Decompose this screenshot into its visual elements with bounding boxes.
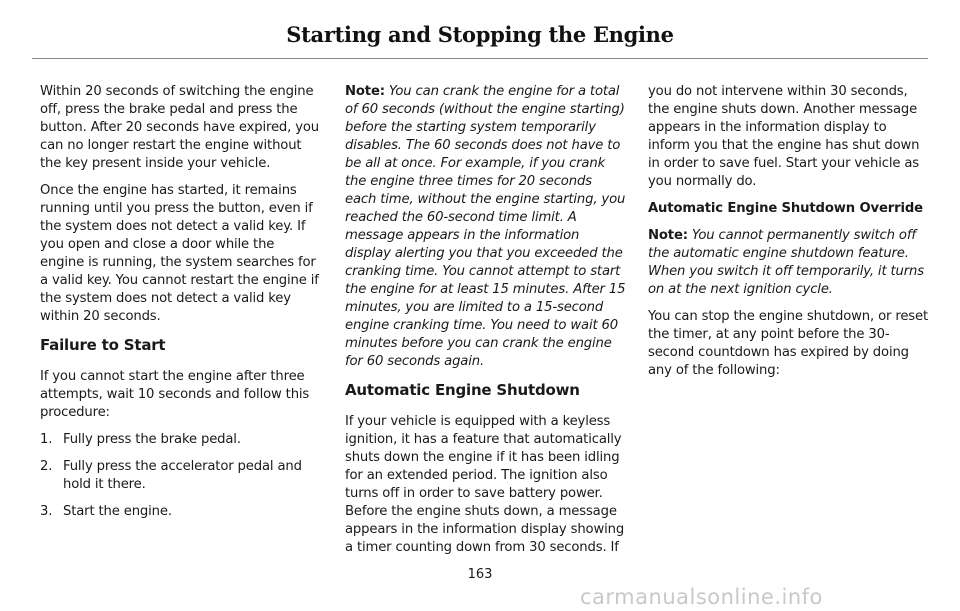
header-divider — [32, 58, 928, 59]
paragraph: you do not intervene within 30 seconds, the engine shuts down. Another message appears in the information display to inform you that the engine has shut down in order to save fuel. Start your vehicle as you normally do. — [648, 84, 920, 189]
paragraph: If you cannot start the engine after three attempts, wait 10 seconds and follow this procedure: — [40, 369, 310, 420]
column-right — [648, 83, 930, 389]
page-title: Starting and Stopping the Engine — [286, 22, 674, 47]
note-label: Note: — [648, 228, 688, 243]
step-text: Fully press the brake pedal. — [63, 432, 241, 447]
paragraph: If your vehicle is equipped with a keyless ignition, it has a feature that automatically shuts down the engine if it has been idling for an extended period. The ignition also turns off in order to save battery power. Before the engine shuts down, a message appears in the information display showing a timer counting down from 30 seconds. If — [345, 414, 625, 555]
step-number: 1. — [40, 432, 53, 447]
watermark: carmanualsonline.info — [580, 585, 823, 609]
step-text: Start the engine. — [63, 504, 172, 519]
procedure-steps — [40, 431, 322, 521]
list-item — [40, 431, 322, 449]
note-text: You can crank the engine for a total of 60 seconds (without the engine starting) before the starting system temporarily disables. The 60 seconds does not have to be all at once. For example, if you crank the engine three times for 20 seconds each time, without the engine starting, you reached the 60-second time limit. A message appears in the information display alerting you that you exceeded the cranking time. You cannot attempt to start the engine for at least 15 minutes. After 15 minutes, you are limited to a 15-second engine cranking time. You need to wait 60 minutes before you can crank the engine for 60 seconds again. — [345, 84, 626, 369]
column-middle — [345, 83, 627, 566]
paragraph: Within 20 seconds of switching the engine off, press the brake pedal and press the button. After 20 seconds have expired, you can no longer restart the engine without the key present inside your vehicle. — [40, 84, 320, 171]
note — [345, 83, 627, 371]
column-left — [40, 83, 322, 530]
section-heading-automatic-engine-shutdown: Automatic Engine Shutdown — [345, 381, 580, 399]
list-item — [40, 458, 322, 494]
note-label: Note: — [345, 84, 385, 99]
subheading-shutdown-override: Automatic Engine Shutdown Override — [648, 201, 923, 216]
step-text: Fully press the accelerator pedal and hold it there. — [63, 459, 302, 492]
step-number: 3. — [40, 504, 53, 519]
paragraph: Once the engine has started, it remains running until you press the button, even if the system does not detect a valid key. If you open and close a door while the engine is running, the system searches for a valid key. You cannot restart the engine if the system does not detect a valid key within 20 seconds. — [40, 183, 319, 324]
page-number: 163 — [467, 567, 493, 582]
section-heading-failure-to-start: Failure to Start — [40, 336, 166, 354]
paragraph: You can stop the engine shutdown, or reset the timer, at any point before the 30-second countdown has expired by doing any of the following: — [648, 309, 928, 378]
list-item — [40, 503, 322, 521]
note — [648, 227, 930, 299]
note-text: You cannot permanently switch off the automatic engine shutdown feature. When you switch it off temporarily, it turns on at the next ignition cycle. — [648, 228, 924, 297]
step-number: 2. — [40, 459, 53, 474]
